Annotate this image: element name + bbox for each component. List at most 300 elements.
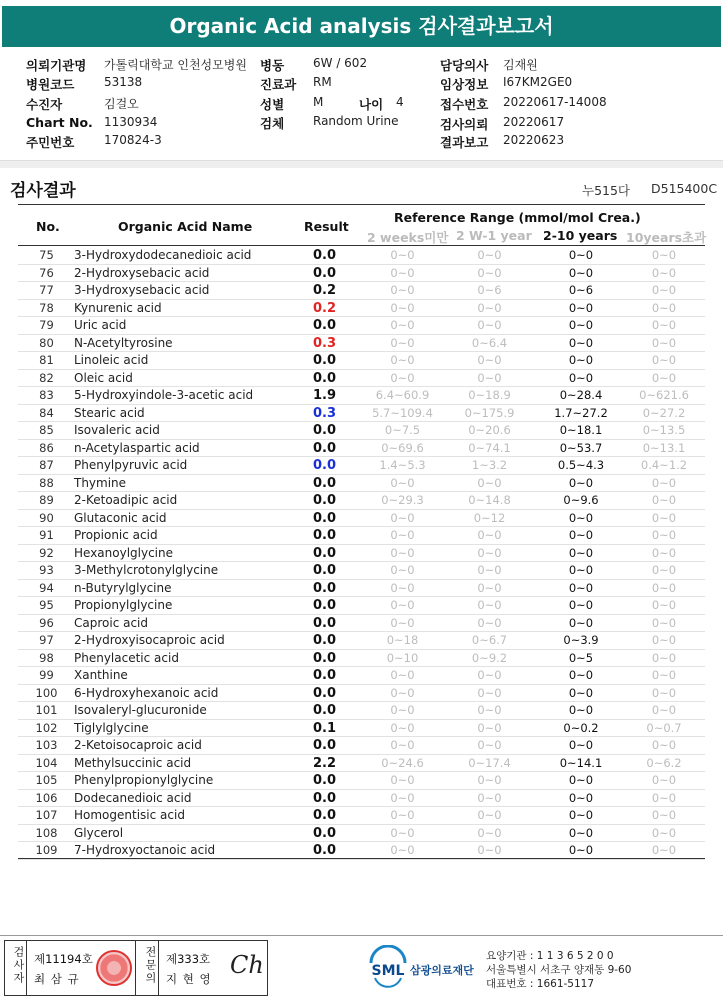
examiner-name: 최 삼 규 <box>34 972 80 986</box>
col-header-result: Result <box>304 219 349 234</box>
acid-name: n-Acetylaspartic acid <box>74 440 200 455</box>
ref-under-2-weeks: 0~0 <box>390 773 415 787</box>
result-value: 0.0 <box>312 440 337 456</box>
row-number: 76 <box>39 265 54 280</box>
ref-under-2-weeks: 0~0 <box>390 335 415 350</box>
ref-over-10-years: 0~0 <box>651 825 677 840</box>
sml-logo-icon <box>365 945 411 991</box>
ref-under-2-weeks: 0~0 <box>390 353 415 367</box>
col-header-name: Organic Acid Name <box>118 219 253 234</box>
row-number: 98 <box>39 650 54 665</box>
table-row <box>18 650 705 668</box>
ref-2w-1y: 0~0 <box>477 265 502 280</box>
ref-2w-1y: 0~0 <box>477 685 502 700</box>
table-row <box>18 580 705 598</box>
acid-name: 7-Hydroxyoctanoic acid <box>74 843 216 857</box>
table-row <box>18 737 705 755</box>
ref-under-2-weeks: 0~0 <box>390 265 415 280</box>
table-row <box>18 562 705 580</box>
table-row <box>18 842 705 860</box>
ref-over-10-years: 0~0 <box>651 353 677 367</box>
ref-over-10-years: 0~27.2 <box>642 405 686 420</box>
section-separator <box>0 160 723 168</box>
info-label: 수진자 <box>26 97 63 112</box>
result-value: 0.0 <box>312 615 337 631</box>
ref-2-10-years: 0~0 <box>568 475 594 490</box>
result-value: 0.3 <box>312 405 337 421</box>
ref-over-10-years: 0~0 <box>651 685 677 700</box>
ref-2-10-years: 0~53.7 <box>559 440 603 455</box>
info-label: 임상정보 <box>440 77 489 92</box>
acid-name: Uric acid <box>74 318 127 332</box>
acid-name: n-Butyrylglycine <box>74 580 172 595</box>
ref-under-2-weeks: 0~0 <box>390 790 415 805</box>
acid-name: Phenylpyruvic acid <box>74 458 188 472</box>
result-value: 0.0 <box>312 773 337 788</box>
row-number: 77 <box>39 283 54 297</box>
table-row <box>18 440 705 458</box>
info-label: 병동 <box>260 58 285 73</box>
ref-over-10-years: 0~0 <box>651 300 677 315</box>
row-number: 94 <box>39 580 54 595</box>
result-value: 0.0 <box>312 265 337 281</box>
row-number: 108 <box>35 825 58 840</box>
ref-over-10-years: 0~0 <box>651 248 677 262</box>
ref-over-10-years: 0~0 <box>651 668 677 682</box>
result-value: 0.2 <box>312 300 337 316</box>
ref-over-10-years: 0~0 <box>651 283 677 297</box>
ref-under-2-weeks: 0~24.6 <box>381 755 424 770</box>
result-value: 0.0 <box>312 668 337 683</box>
acid-name: Xanthine <box>74 668 128 682</box>
result-value: 0.0 <box>312 598 337 613</box>
acid-name: Propionylglycine <box>74 598 173 612</box>
row-number: 78 <box>39 300 54 315</box>
table-row <box>18 265 705 283</box>
table-row <box>18 335 705 353</box>
row-number: 90 <box>39 510 54 525</box>
acid-name: N-Acetyltyrosine <box>74 335 173 350</box>
report-title: Organic Acid analysis 검사결과보고서 <box>2 6 721 47</box>
ref-over-10-years: 0.4~1.2 <box>640 458 688 472</box>
subheader-2w-1y: 2 W-1 year <box>456 228 532 243</box>
ref-2w-1y: 0~0 <box>477 370 502 385</box>
info-value: 1130934 <box>104 115 158 129</box>
row-number: 93 <box>39 563 54 577</box>
ref-2w-1y: 0~6.4 <box>471 335 508 350</box>
acid-name: Linoleic acid <box>74 353 149 367</box>
ref-over-10-years: 0~0 <box>651 808 677 822</box>
ref-2-10-years: 1.7~27.2 <box>554 405 608 420</box>
ref-2-10-years: 0~0 <box>568 668 594 682</box>
ref-2-10-years: 0~3.9 <box>563 633 599 647</box>
table-row <box>18 807 705 825</box>
result-value: 0.0 <box>312 703 337 718</box>
ref-over-10-years: 0~0 <box>651 370 677 385</box>
ref-2w-1y: 0~0 <box>477 703 502 717</box>
ref-2-10-years: 0~0 <box>568 528 594 542</box>
ref-2w-1y: 0~0 <box>477 563 502 577</box>
ref-over-10-years: 0~0 <box>651 773 677 787</box>
ref-under-2-weeks: 0~0 <box>390 843 415 857</box>
specialist-name: 지 현 영 <box>166 972 212 986</box>
ref-over-10-years: 0~0 <box>651 790 677 805</box>
row-number: 86 <box>39 440 54 455</box>
table-top-rule <box>18 204 705 205</box>
ref-over-10-years: 0~0 <box>651 843 677 857</box>
acid-name: Methylsuccinic acid <box>74 755 192 770</box>
result-value: 0.0 <box>312 685 337 701</box>
institution-code: 요양기관 : 1 1 3 6 5 2 0 0 <box>486 950 614 962</box>
table-row <box>18 755 705 773</box>
result-value: 0.0 <box>312 808 337 823</box>
organization-name: 삼광의료재단 <box>410 964 474 977</box>
info-label: 주민번호 <box>26 135 75 150</box>
ref-over-10-years: 0~0 <box>651 265 677 280</box>
table-row <box>18 825 705 843</box>
table-row <box>18 527 705 545</box>
ref-over-10-years: 0~0 <box>651 318 677 332</box>
info-value: 20220623 <box>503 133 565 147</box>
acid-name: Stearic acid <box>74 405 145 420</box>
signature-box <box>4 940 268 996</box>
ref-2-10-years: 0~28.4 <box>559 388 603 402</box>
ref-over-10-years: 0~0 <box>651 493 677 507</box>
table-row <box>18 685 705 703</box>
row-number: 107 <box>35 808 58 822</box>
specialist-label: 전문의 <box>144 946 157 985</box>
row-number: 89 <box>39 493 54 507</box>
ref-2w-1y: 0~0 <box>477 825 502 840</box>
result-value: 0.0 <box>312 353 337 368</box>
ref-2w-1y: 0~0 <box>477 318 502 332</box>
table-row <box>18 300 705 318</box>
table-row <box>18 597 705 615</box>
footer-divider <box>0 935 723 936</box>
row-number: 81 <box>39 353 54 367</box>
subheader-over-10-years: 10years초과 <box>626 230 707 245</box>
info-value: I67KM2GE0 <box>503 75 573 89</box>
ref-under-2-weeks: 0~0 <box>390 598 415 612</box>
ref-2-10-years: 0~0 <box>568 353 594 367</box>
result-value: 0.0 <box>312 650 337 666</box>
ref-under-2-weeks: 0~0 <box>390 475 415 490</box>
results-table-body <box>18 247 705 860</box>
ref-2w-1y: 0~6.7 <box>471 633 508 647</box>
ref-under-2-weeks: 0~0 <box>390 668 415 682</box>
ref-under-2-weeks: 0~0 <box>390 300 415 315</box>
ref-2w-1y: 0~0 <box>477 615 502 630</box>
table-row <box>18 352 705 370</box>
ref-2w-1y: 0~0 <box>477 790 502 805</box>
ref-under-2-weeks: 1.4~5.3 <box>379 458 426 472</box>
ref-2w-1y: 0~0 <box>477 300 502 315</box>
row-number: 104 <box>35 755 58 770</box>
ref-over-10-years: 0~0 <box>651 563 677 577</box>
table-row <box>18 720 705 738</box>
info-value: 53138 <box>104 75 143 89</box>
info-label: 검사의뢰 <box>440 117 489 132</box>
ref-over-10-years: 0~13.1 <box>642 440 686 455</box>
row-number: 101 <box>35 703 58 717</box>
table-row <box>18 702 705 720</box>
ref-2-10-years: 0~0 <box>568 545 594 560</box>
col-header-no: No. <box>36 219 60 234</box>
result-value: 0.0 <box>312 580 337 596</box>
ref-2-10-years: 0~0 <box>568 370 594 385</box>
ref-over-10-years: 0~13.5 <box>642 423 686 437</box>
row-number: 100 <box>35 685 58 700</box>
ref-2-10-years: 0~0 <box>568 738 594 752</box>
ref-over-10-years: 0~0 <box>651 510 677 525</box>
table-row <box>18 772 705 790</box>
result-value: 0.0 <box>312 458 337 473</box>
ref-over-10-years: 0~6.2 <box>646 755 682 770</box>
ref-2w-1y: 0~0 <box>477 528 502 542</box>
result-value: 0.0 <box>312 633 337 648</box>
ref-over-10-years: 0~0 <box>651 545 677 560</box>
acid-name: 5-Hydroxyindole-3-acetic acid <box>74 388 254 402</box>
ref-under-2-weeks: 0~0 <box>390 510 415 525</box>
ref-under-2-weeks: 0~0 <box>390 720 415 735</box>
result-value: 0.0 <box>312 370 337 386</box>
patient-info <box>0 54 723 152</box>
acid-name: Isovaleric acid <box>74 423 160 437</box>
table-row <box>18 405 705 423</box>
ref-over-10-years: 0~621.6 <box>639 388 689 402</box>
table-row <box>18 422 705 440</box>
table-row <box>18 545 705 563</box>
sml-logo-text: SML <box>371 963 405 979</box>
info-value: RM <box>313 75 332 89</box>
row-number: 83 <box>39 388 54 402</box>
row-number: 106 <box>35 790 58 805</box>
col-header-reference: Reference Range (mmol/mol Crea.) <box>394 210 641 225</box>
row-number: 103 <box>35 738 58 752</box>
ref-2-10-years: 0~9.6 <box>563 493 599 507</box>
examiner-label: 검사자 <box>12 946 25 985</box>
ref-under-2-weeks: 0~0 <box>390 318 415 332</box>
acid-name: 6-Hydroxyhexanoic acid <box>74 685 219 700</box>
info-label: 검체 <box>260 116 285 131</box>
ref-under-2-weeks: 5.7~109.4 <box>372 405 433 420</box>
header-rule <box>18 245 705 246</box>
acid-name: Dodecanedioic acid <box>74 790 192 805</box>
acid-name: Thymine <box>74 475 127 490</box>
table-row <box>18 615 705 633</box>
ref-over-10-years: 0~0 <box>651 580 677 595</box>
ref-2-10-years: 0~0 <box>568 318 594 332</box>
acid-name: Propionic acid <box>74 528 158 542</box>
info-label: 진료과 <box>260 77 297 92</box>
acid-name: 3-Hydroxydodecanedioic acid <box>74 248 252 262</box>
ref-2w-1y: 0~20.6 <box>468 423 511 437</box>
row-number: 87 <box>39 458 54 472</box>
ref-2w-1y: 1~3.2 <box>471 458 508 472</box>
row-number: 105 <box>35 773 58 787</box>
table-row <box>18 667 705 685</box>
ref-2-10-years: 0~0 <box>568 598 594 612</box>
table-row <box>18 475 705 493</box>
ref-under-2-weeks: 0~0 <box>390 808 415 822</box>
result-value: 0.2 <box>312 283 337 298</box>
ref-under-2-weeks: 0~0 <box>390 738 415 752</box>
info-value: 김재원 <box>503 58 538 72</box>
acid-name: Hexanoylglycine <box>74 545 174 560</box>
ref-over-10-years: 0~0 <box>651 475 677 490</box>
ref-under-2-weeks: 0~18 <box>386 633 419 647</box>
result-value: 0.0 <box>312 475 337 491</box>
table-row <box>18 632 705 650</box>
row-number: 91 <box>39 528 54 542</box>
info-value: 김걸오 <box>104 97 139 111</box>
info-value: M <box>313 95 324 109</box>
ref-2w-1y: 0~0 <box>477 808 502 822</box>
specialist-license: 제333호 <box>166 952 211 966</box>
table-row <box>18 370 705 388</box>
official-seal <box>96 950 132 986</box>
result-value: 2.2 <box>312 755 337 771</box>
info-value: 20220617-14008 <box>503 95 607 109</box>
ref-under-2-weeks: 0~0 <box>390 580 415 595</box>
row-number: 95 <box>39 598 54 612</box>
ref-2w-1y: 0~0 <box>477 720 502 735</box>
subheader-under-2-weeks: 2 weeks미만 <box>367 230 449 245</box>
info-value: 6W / 602 <box>313 56 368 70</box>
info-label: 의뢰기관명 <box>26 58 87 73</box>
ref-2-10-years: 0~0 <box>568 773 594 787</box>
ref-under-2-weeks: 0~0 <box>390 563 415 577</box>
ref-2-10-years: 0~0 <box>568 248 594 262</box>
ref-under-2-weeks: 0~29.3 <box>381 493 424 507</box>
ref-2-10-years: 0.5~4.3 <box>557 458 605 472</box>
info-value: 20220617 <box>503 115 565 129</box>
ref-2-10-years: 0~6 <box>568 283 594 297</box>
info-label: 성별 <box>260 97 285 112</box>
acid-name: Glycerol <box>74 825 124 840</box>
ref-2w-1y: 0~6 <box>477 283 502 297</box>
acid-name: 2-Hydroxyisocaproic acid <box>74 633 225 647</box>
info-label: 담당의사 <box>440 58 489 73</box>
acid-name: 2-Ketoisocaproic acid <box>74 738 202 752</box>
handwritten-signature: Ch <box>230 951 264 979</box>
ref-2-10-years: 0~0 <box>568 580 594 595</box>
acid-name: Phenylpropionylglycine <box>74 773 214 787</box>
info-label: 병원코드 <box>26 77 75 92</box>
ref-over-10-years: 0~0 <box>651 528 677 542</box>
ref-2w-1y: 0~0 <box>477 580 502 595</box>
result-value: 0.0 <box>312 510 337 526</box>
row-number: 97 <box>39 633 54 647</box>
ref-2w-1y: 0~0 <box>477 545 502 560</box>
row-number: 84 <box>39 405 54 420</box>
ref-2-10-years: 0~14.1 <box>559 755 603 770</box>
ref-over-10-years: 0~0 <box>651 335 677 350</box>
ref-2w-1y: 0~9.2 <box>471 650 508 665</box>
result-value: 0.1 <box>312 720 337 736</box>
result-value: 1.9 <box>312 388 337 403</box>
row-number: 102 <box>35 720 58 735</box>
ref-under-2-weeks: 0~0 <box>390 528 415 542</box>
ref-2-10-years: 0~0 <box>568 335 594 350</box>
ref-under-2-weeks: 0~0 <box>390 703 415 717</box>
ref-2w-1y: 0~0 <box>477 353 502 367</box>
row-number: 75 <box>39 248 54 262</box>
row-number: 82 <box>39 370 54 385</box>
ref-2w-1y: 0~0 <box>477 598 502 612</box>
ref-over-10-years: 0~0 <box>651 598 677 612</box>
result-value: 0.0 <box>312 825 337 841</box>
ref-2-10-years: 0~0 <box>568 808 594 822</box>
acid-name: Glutaconic acid <box>74 510 167 525</box>
ref-2w-1y: 0~17.4 <box>468 755 511 770</box>
info-value: 가톨릭대학교 인천성모병원 <box>104 58 247 72</box>
ref-over-10-years: 0~0 <box>651 738 677 752</box>
age-label: 나이 <box>359 97 384 112</box>
ref-under-2-weeks: 0~7.5 <box>384 423 421 437</box>
age-value: 4 <box>396 95 404 109</box>
row-number: 85 <box>39 423 54 437</box>
acid-name: Kynurenic acid <box>74 300 162 315</box>
ref-under-2-weeks: 0~0 <box>390 283 415 297</box>
ref-2w-1y: 0~0 <box>477 773 502 787</box>
result-value: 0.3 <box>312 335 337 351</box>
ref-2-10-years: 0~0 <box>568 510 594 525</box>
result-value: 0.0 <box>312 738 337 753</box>
ref-2-10-years: 0~5 <box>568 650 594 665</box>
ref-under-2-weeks: 6.4~60.9 <box>375 388 430 402</box>
ref-under-2-weeks: 0~0 <box>390 615 415 630</box>
result-value: 0.0 <box>312 790 337 806</box>
ref-2-10-years: 0~0 <box>568 300 594 315</box>
ref-2w-1y: 0~12 <box>473 510 506 525</box>
ref-over-10-years: 0~0 <box>651 650 677 665</box>
ref-under-2-weeks: 0~0 <box>390 545 415 560</box>
table-bottom-rule <box>18 858 705 859</box>
ref-2-10-years: 0~0 <box>568 703 594 717</box>
acid-name: Oleic acid <box>74 370 133 385</box>
row-number: 96 <box>39 615 54 630</box>
test-code-korean: 누515다 <box>582 183 631 198</box>
acid-name: Tiglylglycine <box>74 720 149 735</box>
info-label: 결과보고 <box>440 135 489 150</box>
ref-under-2-weeks: 0~0 <box>390 825 415 840</box>
subheader-2-10-years: 2-10 years <box>543 228 618 243</box>
ref-under-2-weeks: 0~10 <box>386 650 419 665</box>
ref-2w-1y: 0~175.9 <box>464 405 515 420</box>
ref-over-10-years: 0~0 <box>651 633 677 647</box>
acid-name: 3-Methylcrotonylglycine <box>74 563 219 577</box>
row-number: 92 <box>39 545 54 560</box>
examiner-license: 제11194호 <box>34 952 93 966</box>
ref-2w-1y: 0~14.8 <box>468 493 511 507</box>
acid-name: 3-Hydroxysebacic acid <box>74 283 210 297</box>
ref-over-10-years: 0~0 <box>651 615 677 630</box>
ref-2w-1y: 0~0 <box>477 475 502 490</box>
info-label: Chart No. <box>26 115 93 130</box>
row-number: 99 <box>39 668 54 682</box>
organization-address: 서울특별시 서초구 양재동 9-60 <box>486 964 632 976</box>
ref-2w-1y: 0~18.9 <box>468 388 511 402</box>
acid-name: Homogentisic acid <box>74 808 185 822</box>
info-value: Random Urine <box>313 114 399 128</box>
result-value: 0.0 <box>312 528 337 543</box>
ref-2-10-years: 0~0 <box>568 790 594 805</box>
table-row <box>18 387 705 405</box>
ref-under-2-weeks: 0~69.6 <box>381 440 424 455</box>
row-number: 79 <box>39 318 54 332</box>
ref-2w-1y: 0~0 <box>477 738 502 752</box>
